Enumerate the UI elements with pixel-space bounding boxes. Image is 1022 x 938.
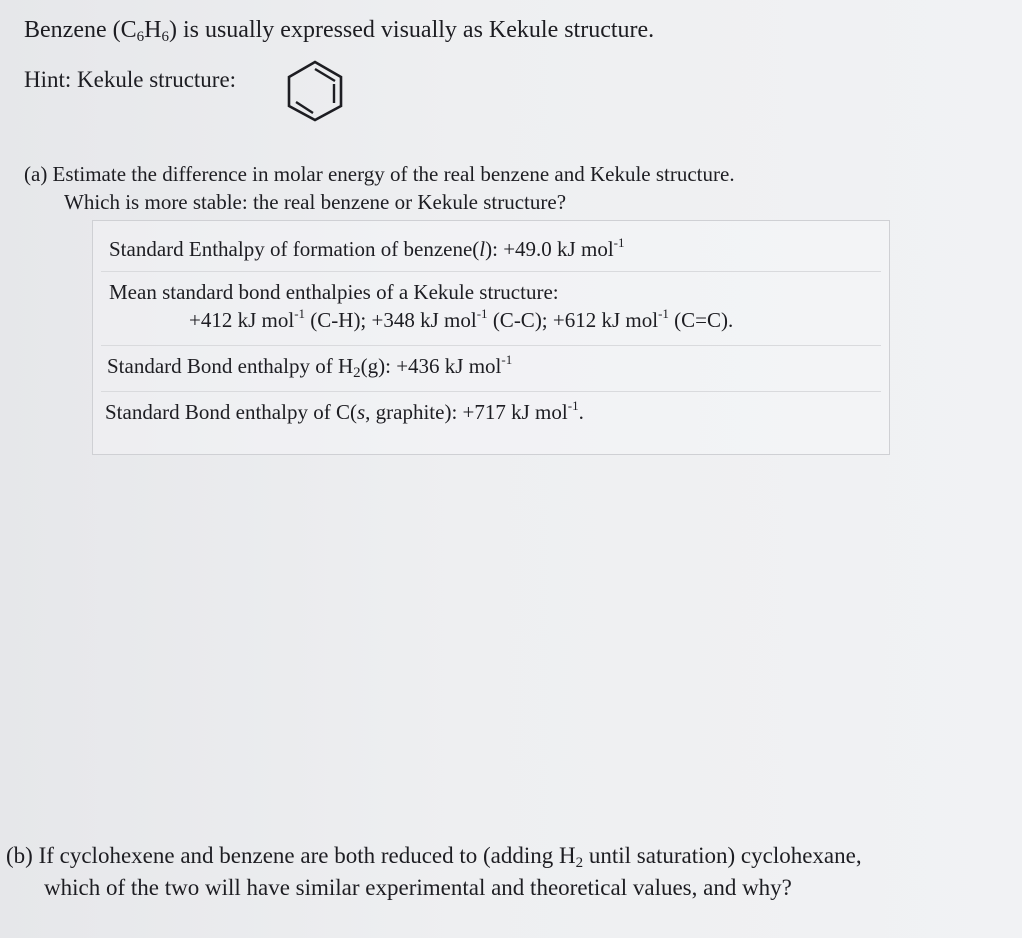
part-a-question-line-2: Which is more stable: the real benzene or Kekule structure? bbox=[64, 190, 567, 214]
divider bbox=[101, 391, 881, 392]
graphite-bond-enthalpy: Standard Bond enthalpy of C(s, graphite): +717 kJ mol$^{-1}$. bbox=[105, 398, 584, 424]
enthalpy-formation-benzene: Standard Enthalpy of formation of benzene(l): +49.0 kJ mol$^{-1}$ bbox=[109, 235, 625, 261]
divider bbox=[101, 345, 881, 346]
part-b-question-line-2: which of the two will have similar experimental and theoretical values, and why? bbox=[44, 875, 792, 900]
mean-bond-enthalpies-values: +412 kJ mol$^{-1}$ (C-H); +348 kJ mol$^{-1}$ (C-C); +612 kJ mol$^{-1}$ (C=C). bbox=[189, 306, 734, 332]
mean-bond-enthalpies-heading: Mean standard bond enthalpies of a Kekule structure: bbox=[109, 280, 559, 304]
part-a-question-line-1: (a) Estimate the difference in molar energy of the real benzene and Kekule structure. bbox=[24, 162, 735, 186]
divider bbox=[101, 271, 881, 272]
part-b-question-line-1: (b) If cyclohexene and benzene are both reduced to (adding $H_2$ until saturation) cyclohexane, bbox=[6, 843, 862, 871]
data-box bbox=[92, 220, 890, 455]
benzene-kekule-structure-icon bbox=[284, 58, 346, 124]
h2-bond-enthalpy: Standard Bond enthalpy of $H_2(g)$: +436 kJ mol$^{-1}$ bbox=[107, 352, 513, 381]
title-line: Benzene $(C_6H_6)$ is usually expressed visually as Kekule structure. bbox=[24, 17, 655, 45]
hint-line: Hint: Kekule structure: bbox=[24, 67, 237, 92]
